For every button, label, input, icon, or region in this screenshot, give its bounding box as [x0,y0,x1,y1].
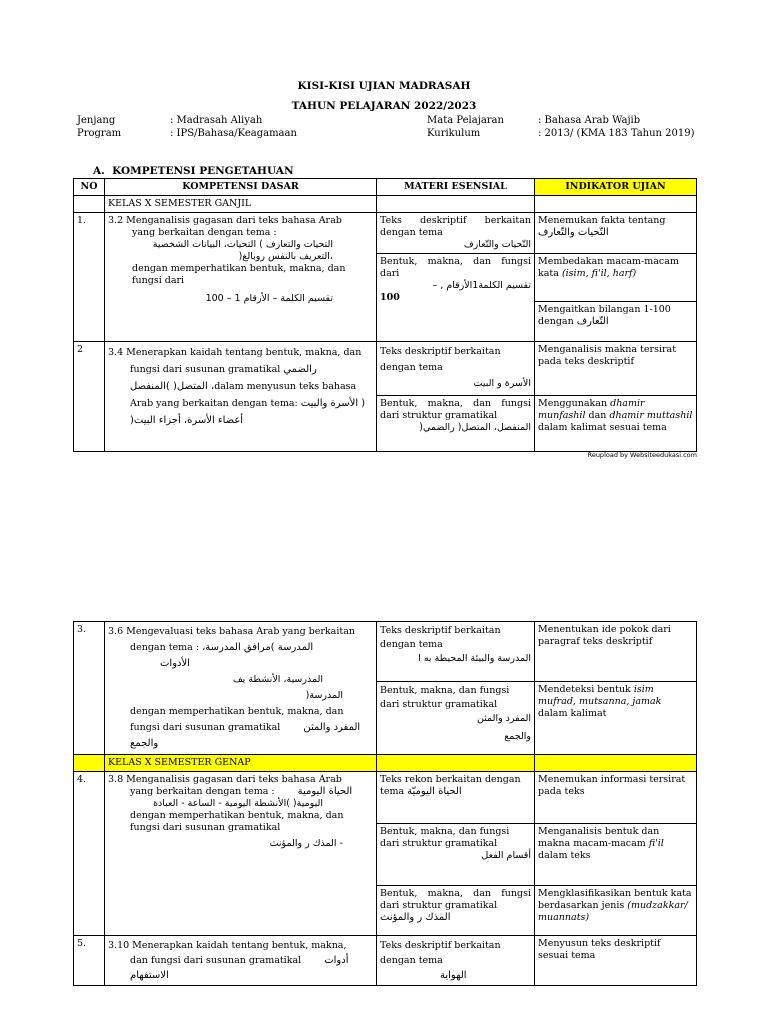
row5-materi1-ar: الهواية [440,970,467,981]
row2-ind2-text: Menggunakan [538,398,608,409]
row5-kd [105,936,377,986]
row4-kd-line2-ar: الحياة اليومية [297,786,353,797]
kisi-table-page1 [73,178,697,452]
row4-materi2-ar: أقسام الفعل [481,850,531,861]
row3-materi1-ar: المدرسة والبيئة المحيطة به ا [418,653,531,664]
row1-materi2-text: Bentuk, makna, dan fungsi dari [380,256,531,279]
row5-materi1-text: Teks deskriptif berkaitan dengan tema [380,940,501,966]
row2-kd-line4 [108,395,373,412]
row2-kd-line2 [108,361,373,378]
row2-kd-line4-ar: الأسرة والبيت ) [300,398,366,409]
row2-materi2 [377,396,535,452]
row3-materi2-text: Bentuk, makna, dan fungsi dari struktur gramatikal [380,685,510,711]
row2-ind2-mid: dan [588,410,607,421]
row4-materi2-text: Bentuk, makna, dan fungsi dari struktur gramatikal [380,826,510,849]
row4-kd [105,772,377,936]
row4-ind2-tail: dalam teks [538,850,591,861]
row2-no: 2 [74,342,105,452]
row1-ind1-text: Menemukan fakta tentang [538,215,666,226]
row2-ind2-it1: dhamir munfashil [538,398,645,421]
row1-ind1 [535,213,697,254]
row5-kd-line3-ar: الاستفهام [130,970,169,981]
kurikulum-label: Kurikulum [427,128,481,139]
row3-ind1-text: Menentukan ide pokok dari paragraf teks deskriptif [538,624,671,647]
row1-ind1-ar: التّحيات والتّعارف [538,227,609,238]
row1-ind3-text: Mengaitkan bilangan 1-100 dengan [538,304,671,327]
row1-ind2 [535,254,697,302]
row3-materi1-text: Teks deskriptif berkaitan dengan tema [380,625,501,650]
row3-ind2-text: Mendeteksi bentuk [538,684,631,696]
row1-kd-line3: dengan memperhatikan bentuk, makna, dan [132,263,346,274]
mapel-value: : Bahasa Arab Wajib [538,115,641,126]
row4-kd-line6-ar: - المذك ر والمؤنث [269,838,343,849]
row4-materi1-ar: الحياة اليوميّة [407,786,462,797]
sem-ganjil-no [74,196,105,213]
row5-kd-line1: 3.10 Menerapkan kaidah tentang bentuk, makna, [108,940,347,951]
row2-materi2-text: Bentuk, makna, dan fungsi dari struktur gramatikal [380,398,531,421]
row2-kd-line1: 3.4 Menerapkan kaidah tentang bentuk, makna, dan [108,347,362,358]
row4-kd-line4: dengan memperhatikan bentuk, makna, dan [130,810,344,821]
row4-ind1-text: Menemukan informasi tersirat pada teks [538,774,686,797]
row4-materi3 [377,886,535,936]
row2-kd-line2-ar: رالضمي [283,364,317,375]
row4-kd-line3-ar: اليومية( )الأنشطة اليومية - الساعة - العبادة [153,798,323,809]
row4-materi2 [377,824,535,886]
sem-genap-label: KELAS X SEMESTER GENAP [105,755,377,772]
row3-ind2-italic: isim mufrad, mutsanna, jamak [538,684,662,708]
row2-kd-line2-text: fungsi dari susunan gramatikal [130,364,281,375]
program-label: Program [77,128,122,139]
reupload-credit: Reupload by Websiteedukasi.com [587,451,697,459]
row2-kd-line3-text: dalam menyusun teks bahasa [214,381,357,392]
row4-ind3-italic: (mudzakkar/ muannats) [538,900,688,923]
row2-kd [105,342,377,452]
row2-ind2-it2: dhamir muttashil [609,410,693,421]
row1-materi2-tail: 100 [380,292,400,303]
row2-materi1-text: Teks deskriptif berkaitan dengan tema [380,346,501,373]
row5-materi1 [377,936,535,986]
kisi-table-page2 [73,621,697,986]
row2-materi1 [377,342,535,396]
row3-no: 3. [74,622,105,755]
row1-kd-ar2: ،التعريف بالنفس روبالغ( [238,251,333,262]
row4-ind2 [535,824,697,886]
row1-materi2 [377,254,535,342]
row4-materi1 [377,772,535,824]
row3-kd-line4-ar: المدرسة( [305,690,343,701]
document-title: KISI-KISI UJIAN MADRASAH [297,80,471,92]
row1-ind2-italic: (isim, fi'il, harf) [561,268,637,279]
row1-materi2-ar: تقسيم الكلمة1الأرقام , – [432,280,531,291]
document-subtitle: TAHUN PELAJARAN 2022/2023 [291,100,477,112]
row4-materi3-text: Bentuk, makna, dan fungsi dari struktur gramatikal [380,888,531,911]
sem-ganjil-label: KELAS X SEMESTER GANJIL [105,196,377,213]
row4-kd-line2 [108,786,373,798]
row4-kd-line1: 3.8 Menganalisis gagasan dari teks bahasa Arab [108,774,342,785]
row2-ind1-text: Menganalisis makna tersirat pada teks deskriptif [538,344,677,367]
row1-no: 1. [74,213,105,342]
row3-kd-line6 [108,720,373,736]
row3-kd [105,622,377,755]
row3-ind1 [535,622,697,682]
row3-kd-line1: 3.6 Mengevaluasi teks bahasa Arab yang berkaitan [108,626,355,637]
row2-kd-line4-text: Arab yang berkaitan dengan tema: [130,398,298,409]
row1-ind3-ar: التّعارف [576,316,609,327]
row1-materi1-ar: التّحيات والتّعارف [463,239,531,250]
row2-materi1-ar: الأسرة و البيت [473,378,531,389]
row3-materi2-ar2: والجمع [504,731,531,743]
sem-ganjil-empty2 [535,196,697,213]
header-materi: MATERI ESENSIAL [377,179,535,196]
row2-kd-line3 [108,378,373,395]
row1-kd-line1: 3.2 Menganalisis gagasan dari teks bahasa Arab [108,215,342,226]
row2-ind1 [535,342,697,396]
row3-materi2-ar: المفرد والمثن [476,713,531,725]
row3-kd-line3-ar: المدرسية، الأنشطة يف [232,674,323,685]
jenjang-value: : Madrasah Aliyah [170,115,263,126]
row5-ind1-text: Menyusun teks deskriptif sesuai tema [538,938,661,961]
row1-kd-line4: fungsi dari [132,275,185,286]
sem-genap-empty1 [377,755,535,772]
row2-ind2-tail: dalam kalimat sesuai tema [538,422,667,433]
row3-kd-line2-ar: المدرسة )مرافق المدرسة، الأدوات [160,642,314,669]
row3-kd-line6-ar: المفرد والمثن [303,722,361,733]
row1-ind2-text: Membedakan macam-macam kata [538,256,679,279]
header-no: NO [74,179,105,196]
row2-materi2-ar: المنفصل، المتصل( رالضمي( [419,422,531,433]
row1-materi1-text: Teks deskriptif berkaitan dengan tema [380,215,531,238]
row4-ind2-text: Menganalisis bentuk dan makna macam-macam [538,826,660,849]
row3-materi2 [377,682,535,755]
jenjang-label: Jenjang [77,115,116,126]
row1-ind3 [535,302,697,342]
row1-kd-line2: yang berkaitan dengan tema : [132,227,277,238]
row3-ind2 [535,682,697,755]
row4-materi3-ar: المذك ر والمؤنث [380,912,451,923]
row2-ind2 [535,396,697,452]
row4-ind3-text: Mengklasifikasikan bentuk kata berdasarkan jenis [538,888,692,911]
row4-kd-line5: fungsi dari susunan gramatikal [130,822,281,833]
row3-ind2-tail: dalam kalimat [538,708,607,720]
header-indikator: INDIKATOR UJIAN [535,179,697,196]
row1-kd-ar3: تقسيم الكلمة – الأرقام 1 – 100 [205,293,333,304]
row5-ind1 [535,936,697,986]
row3-kd-line2 [108,640,373,672]
row3-kd-line7-ar: والجمع [130,738,159,749]
row3-kd-line5: dengan memperhatikan bentuk, makna, dan [130,706,344,717]
kurikulum-value: : 2013/ (KMA 183 Tahun 2019) [538,128,695,139]
section-heading: A. KOMPETENSI PENGETAHUAN [93,165,294,177]
row4-kd-line2-text: yang berkaitan dengan tema : [130,786,275,797]
row5-kd-line2 [108,953,373,968]
row3-materi1 [377,622,535,682]
row1-kd [105,213,377,342]
row1-materi1 [377,213,535,254]
row5-kd-line2-text: dan fungsi dari susunan gramatikal [130,955,302,966]
sem-genap-no [74,755,105,772]
sem-genap-empty2 [535,755,697,772]
mapel-label: Mata Pelajaran [427,115,504,126]
sem-ganjil-empty1 [377,196,535,213]
program-value: : IPS/Bahasa/Keagamaan [170,128,297,139]
row4-materi1-text [380,774,531,798]
row5-no: 5. [74,936,105,986]
row5-kd-line2-ar: أدوات [324,955,349,966]
row1-kd-ar1: التحيات والتعارف ) التحيات، البيانات الشخصية [152,239,333,250]
row4-ind2-italic: fi'il [648,838,664,849]
row4-no: 4. [74,772,105,936]
row2-kd-line3-ar: المتصل( )المنفصل ، [130,381,215,392]
row4-materi1-label: Teks rekon berkaitan dengan tema [380,774,521,797]
row4-ind3 [535,886,697,936]
row3-kd-line2-text: dengan tema : [130,642,200,653]
header-kd: KOMPETENSI DASAR [105,179,377,196]
row2-kd-line5-ar: أعضاء الأسرة، أجزاء البيت( [130,415,244,426]
row4-ind1 [535,772,697,824]
row3-kd-line6-text: fungsi dari susunan gramatikal [130,722,281,733]
